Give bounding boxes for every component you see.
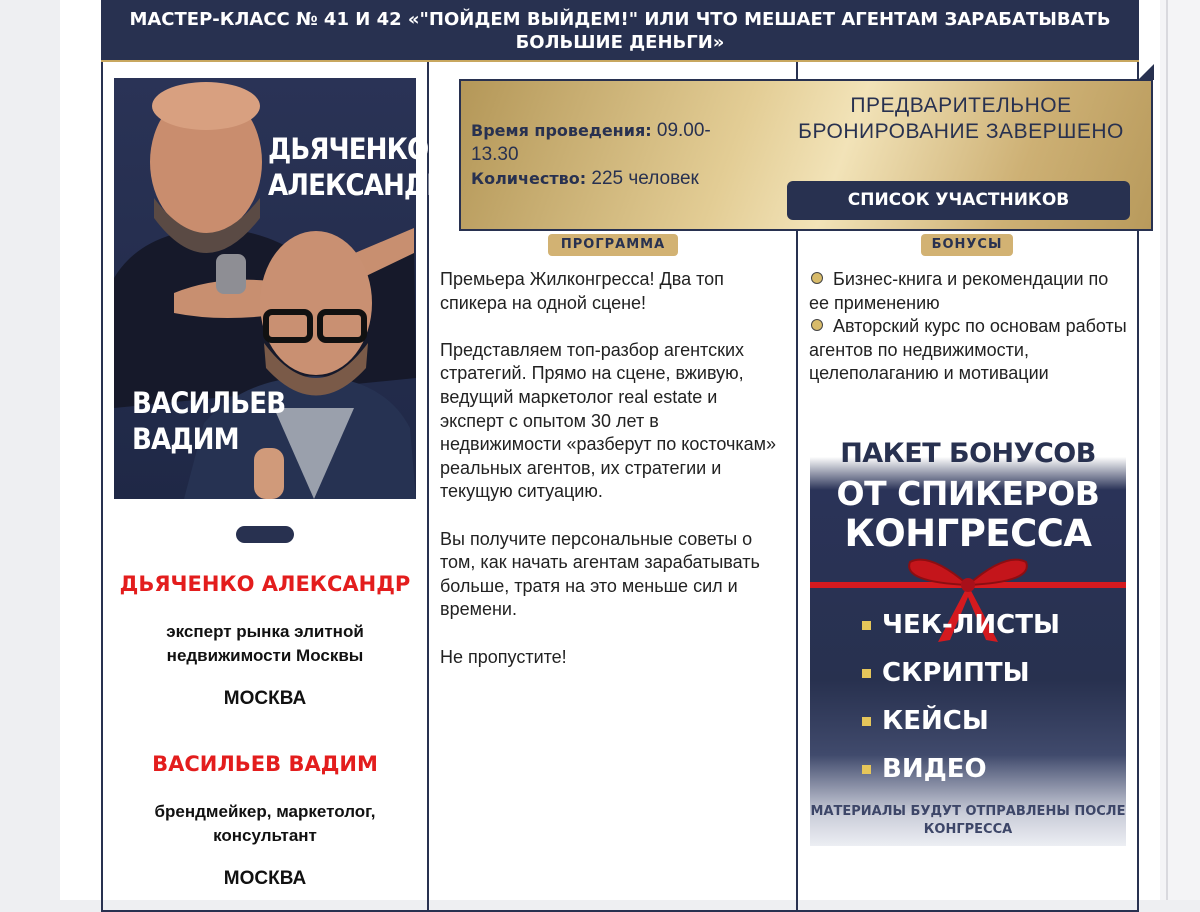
program-text [440,268,785,693]
speaker-description: брендмейкер, маркетолог, консультант [154,802,376,845]
time-label: Время проведения: [471,121,652,140]
event-info-box [459,79,1153,231]
banner-item: ЧЕК-ЛИСТЫ [882,610,1060,640]
count-value: 225 человек [591,168,699,189]
scrollbar-track[interactable] [1166,0,1168,900]
program-paragraph: Премьера Жилконгресса! Два топ спикера на одной сцене! [440,269,724,313]
banner-item: СКРИПТЫ [882,658,1030,688]
bullet-icon [811,319,823,331]
participants-list-button[interactable]: СПИСОК УЧАСТНИКОВ [787,181,1130,220]
photo-name-last: АЛЕКСАНДР [268,168,445,202]
bonus-package-banner [810,432,1126,846]
bonuses-tag: БОНУСЫ [921,234,1013,256]
slider-indicator[interactable] [236,526,294,543]
event-title: МАСТЕР-КЛАСС № 41 И 42 «"ПОЙДЕМ ВЫЙДЕМ!" ИЛИ ЧТО МЕШАЕТ АГЕНТАМ ЗАРАБАТЫВАТЬ БОЛЬШИЕ ДЕНЬГИ» [101,0,1139,62]
program-paragraph: Не пропустите! [440,646,567,667]
bullet-icon [811,272,823,284]
banner-item: КЕЙСЫ [882,706,989,736]
booking-status: ПРЕДВАРИТЕЛЬНОЕ БРОНИРОВАНИЕ ЗАВЕРШЕНО [798,94,1124,143]
speaker-description: эксперт рынка элитной недвижимости Москвы [166,622,364,665]
banner-title: ОТ СПИКЕРОВ [836,474,1100,513]
speakers-photo [114,78,445,499]
speaker-city: МОСКВА [223,688,307,709]
count-label: Количество: [471,169,587,188]
bonus-item: Авторский курс по основам работы агентов по недвижимости, целеполаганию и мотивации [809,316,1127,384]
banner-title: КОНГРЕССА [844,512,1092,555]
speaker-city: МОСКВА [223,868,307,889]
photo-name-last: ВАДИМ [132,422,239,456]
program-paragraph: Вы получите персональные советы о том, как начать агентам зарабатывать больше, тратя на это меньше сил и времени. [440,528,760,620]
banner-item: ВИДЕО [882,754,987,784]
speaker-name: ДЬЯЧЕНКО АЛЕКСАНДР [119,572,411,596]
bonuses-list [809,268,1129,386]
banner-title: ПАКЕТ БОНУСОВ [840,438,1096,469]
photo-name-first: ДЬЯЧЕНКО [268,132,429,166]
program-paragraph: Представляем топ-разбор агентских стратегий. Прямо на сцене, вживую, ведущий маркетолог real estate и эксперт с опытом 30 лет в недвижимости «разберут по косточкам» реальных агентов, их стратегии и текущую ситуацию. [440,339,777,502]
time-value: 09.00-13.30 [471,120,711,165]
banner-footer: МАТЕРИАЛЫ БУДУТ ОТПРАВЛЕНЫ ПОСЛЕ КОНГРЕССА [810,804,1126,837]
bonus-item: Бизнес-книга и рекомендации по ее применению [809,269,1109,313]
photo-name-first: ВАСИЛЬЕВ [132,386,286,420]
event-details [471,119,741,191]
speaker-name: ВАСИЛЬЕВ ВАДИМ [152,752,378,776]
box-corner-decoration [1138,64,1154,80]
program-tag: ПРОГРАММА [548,234,678,256]
